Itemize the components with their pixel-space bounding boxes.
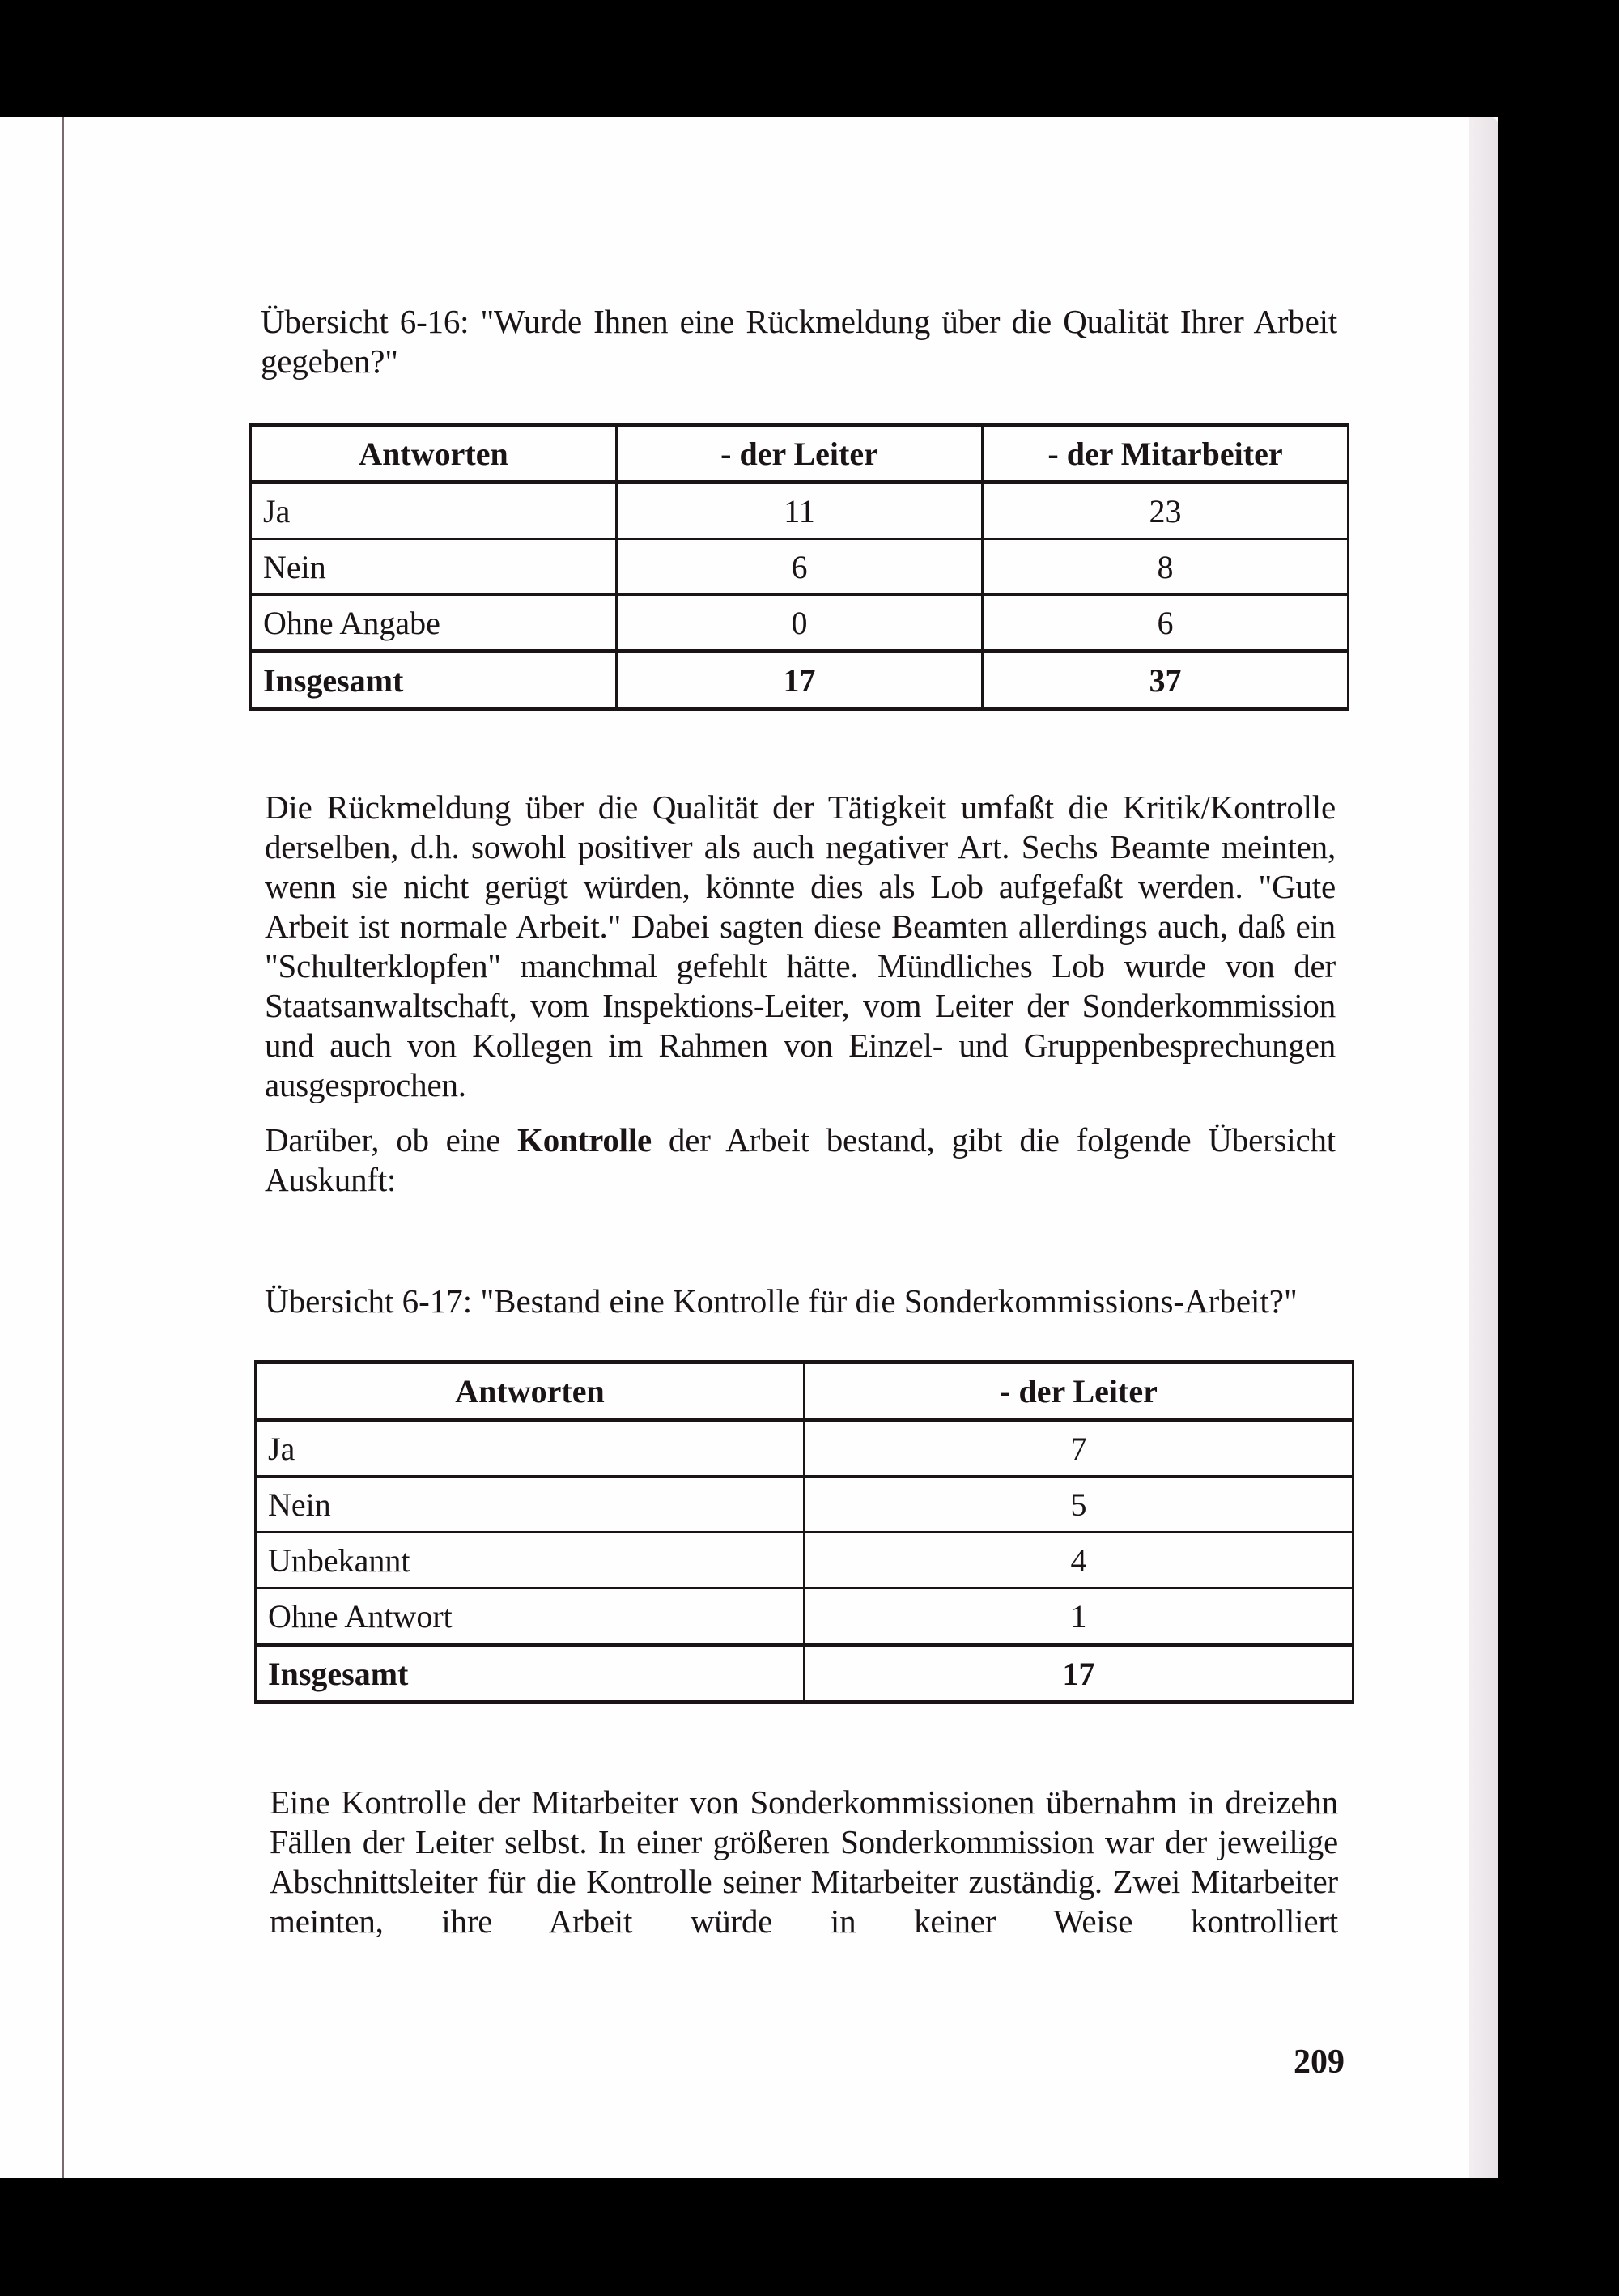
row-label: Nein [256, 1477, 805, 1533]
cell-leiter: 7 [805, 1420, 1353, 1477]
table-header-row [256, 1363, 1353, 1420]
table-row [256, 1420, 1353, 1477]
header-leiter: - der Leiter [617, 425, 983, 483]
paragraph-text: Die Rückmeldung über die Qualität der Tätigkeit umfaßt die Kritik/Kontrolle derselben, d.h. sowohl positiver als auch negativer Art. Sechs Beamte meinten, wenn sie nicht gerügt würden, könnte dies als Lob aufgefaßt werden. "Gute Arbeit ist normale Arbeit." Dabei sagten diese Beamten allerdings auch, daß ein "Schulterklopfen" manchmal gefehlt hätte. Mündliches Lob wurde von der Staatsanwaltschaft, vom Inspektions-Leiter, vom Leiter der Sonderkommission und auch von Kollegen im Rahmen von Einzel- und Gruppenbesprechungen ausgesprochen. [265, 789, 1336, 1103]
cell-mitarbeiter: 8 [983, 539, 1349, 595]
body-paragraph-2 [265, 1120, 1336, 1200]
cell-leiter: 5 [805, 1477, 1353, 1533]
table-row [251, 539, 1349, 595]
row-label: Nein [251, 539, 617, 595]
emphasis-kontrolle: Kontrolle [517, 1121, 652, 1159]
row-label: Ja [251, 483, 617, 539]
total-label: Insgesamt [251, 652, 617, 709]
binding-line [62, 117, 64, 2178]
cell-leiter: 4 [805, 1533, 1353, 1588]
table-row [256, 1533, 1353, 1588]
table-row [251, 595, 1349, 652]
header-antworten: Antworten [256, 1363, 805, 1420]
total-leiter: 17 [805, 1645, 1353, 1703]
cell-leiter: 0 [617, 595, 983, 652]
table-caption-6-17: Übersicht 6-17: "Bestand eine Kontrolle für die Sonderkommissions-Arbeit?" [265, 1282, 1298, 1320]
row-label: Ohne Angabe [251, 595, 617, 652]
paragraph-text [265, 1120, 1336, 1200]
page-number: 209 [1294, 2043, 1345, 2081]
paragraph-text-after: der Arbeit bestand, gibt die folgende Übersicht Auskunft: [265, 1121, 1336, 1198]
row-label: Ohne Antwort [256, 1588, 805, 1645]
body-paragraph-1 [265, 788, 1336, 1105]
cell-leiter: 6 [617, 539, 983, 595]
cell-mitarbeiter: 6 [983, 595, 1349, 652]
cell-leiter: 1 [805, 1588, 1353, 1645]
table-6-16 [249, 423, 1349, 711]
paragraph-text-before: Darüber, ob eine [265, 1121, 518, 1159]
paragraph-text: Eine Kontrolle der Mitarbeiter von Sonderkommissionen übernahm in dreizehn Fällen der Leiter selbst. In einer größeren Sonderkommission war der jeweilige Abschnittsleiter für die Kontrolle seiner Mitarbeiter zuständig. Zwei Mitarbeiter meinten, ihre Arbeit würde in keiner Weise kontrolliert [270, 1784, 1338, 1940]
cell-leiter: 11 [617, 483, 983, 539]
table-total-row [256, 1645, 1353, 1703]
table-row [251, 483, 1349, 539]
table-caption-6-16: Übersicht 6-16: "Wurde Ihnen eine Rückmeldung über die Qualität Ihrer Arbeit gegeben?" [261, 303, 1337, 380]
total-leiter: 17 [617, 652, 983, 709]
cell-mitarbeiter: 23 [983, 483, 1349, 539]
table-row [256, 1477, 1353, 1533]
table-row [256, 1588, 1353, 1645]
total-label: Insgesamt [256, 1645, 805, 1703]
table-header-row [251, 425, 1349, 483]
header-antworten: Antworten [251, 425, 617, 483]
page-edge [1469, 117, 1498, 2178]
row-label: Ja [256, 1420, 805, 1477]
header-leiter: - der Leiter [805, 1363, 1353, 1420]
total-mitarbeiter: 37 [983, 652, 1349, 709]
header-mitarbeiter: - der Mitarbeiter [983, 425, 1349, 483]
table-total-row [251, 652, 1349, 709]
table-6-17 [254, 1360, 1354, 1704]
row-label: Unbekannt [256, 1533, 805, 1588]
body-paragraph-3 [270, 1783, 1338, 1941]
